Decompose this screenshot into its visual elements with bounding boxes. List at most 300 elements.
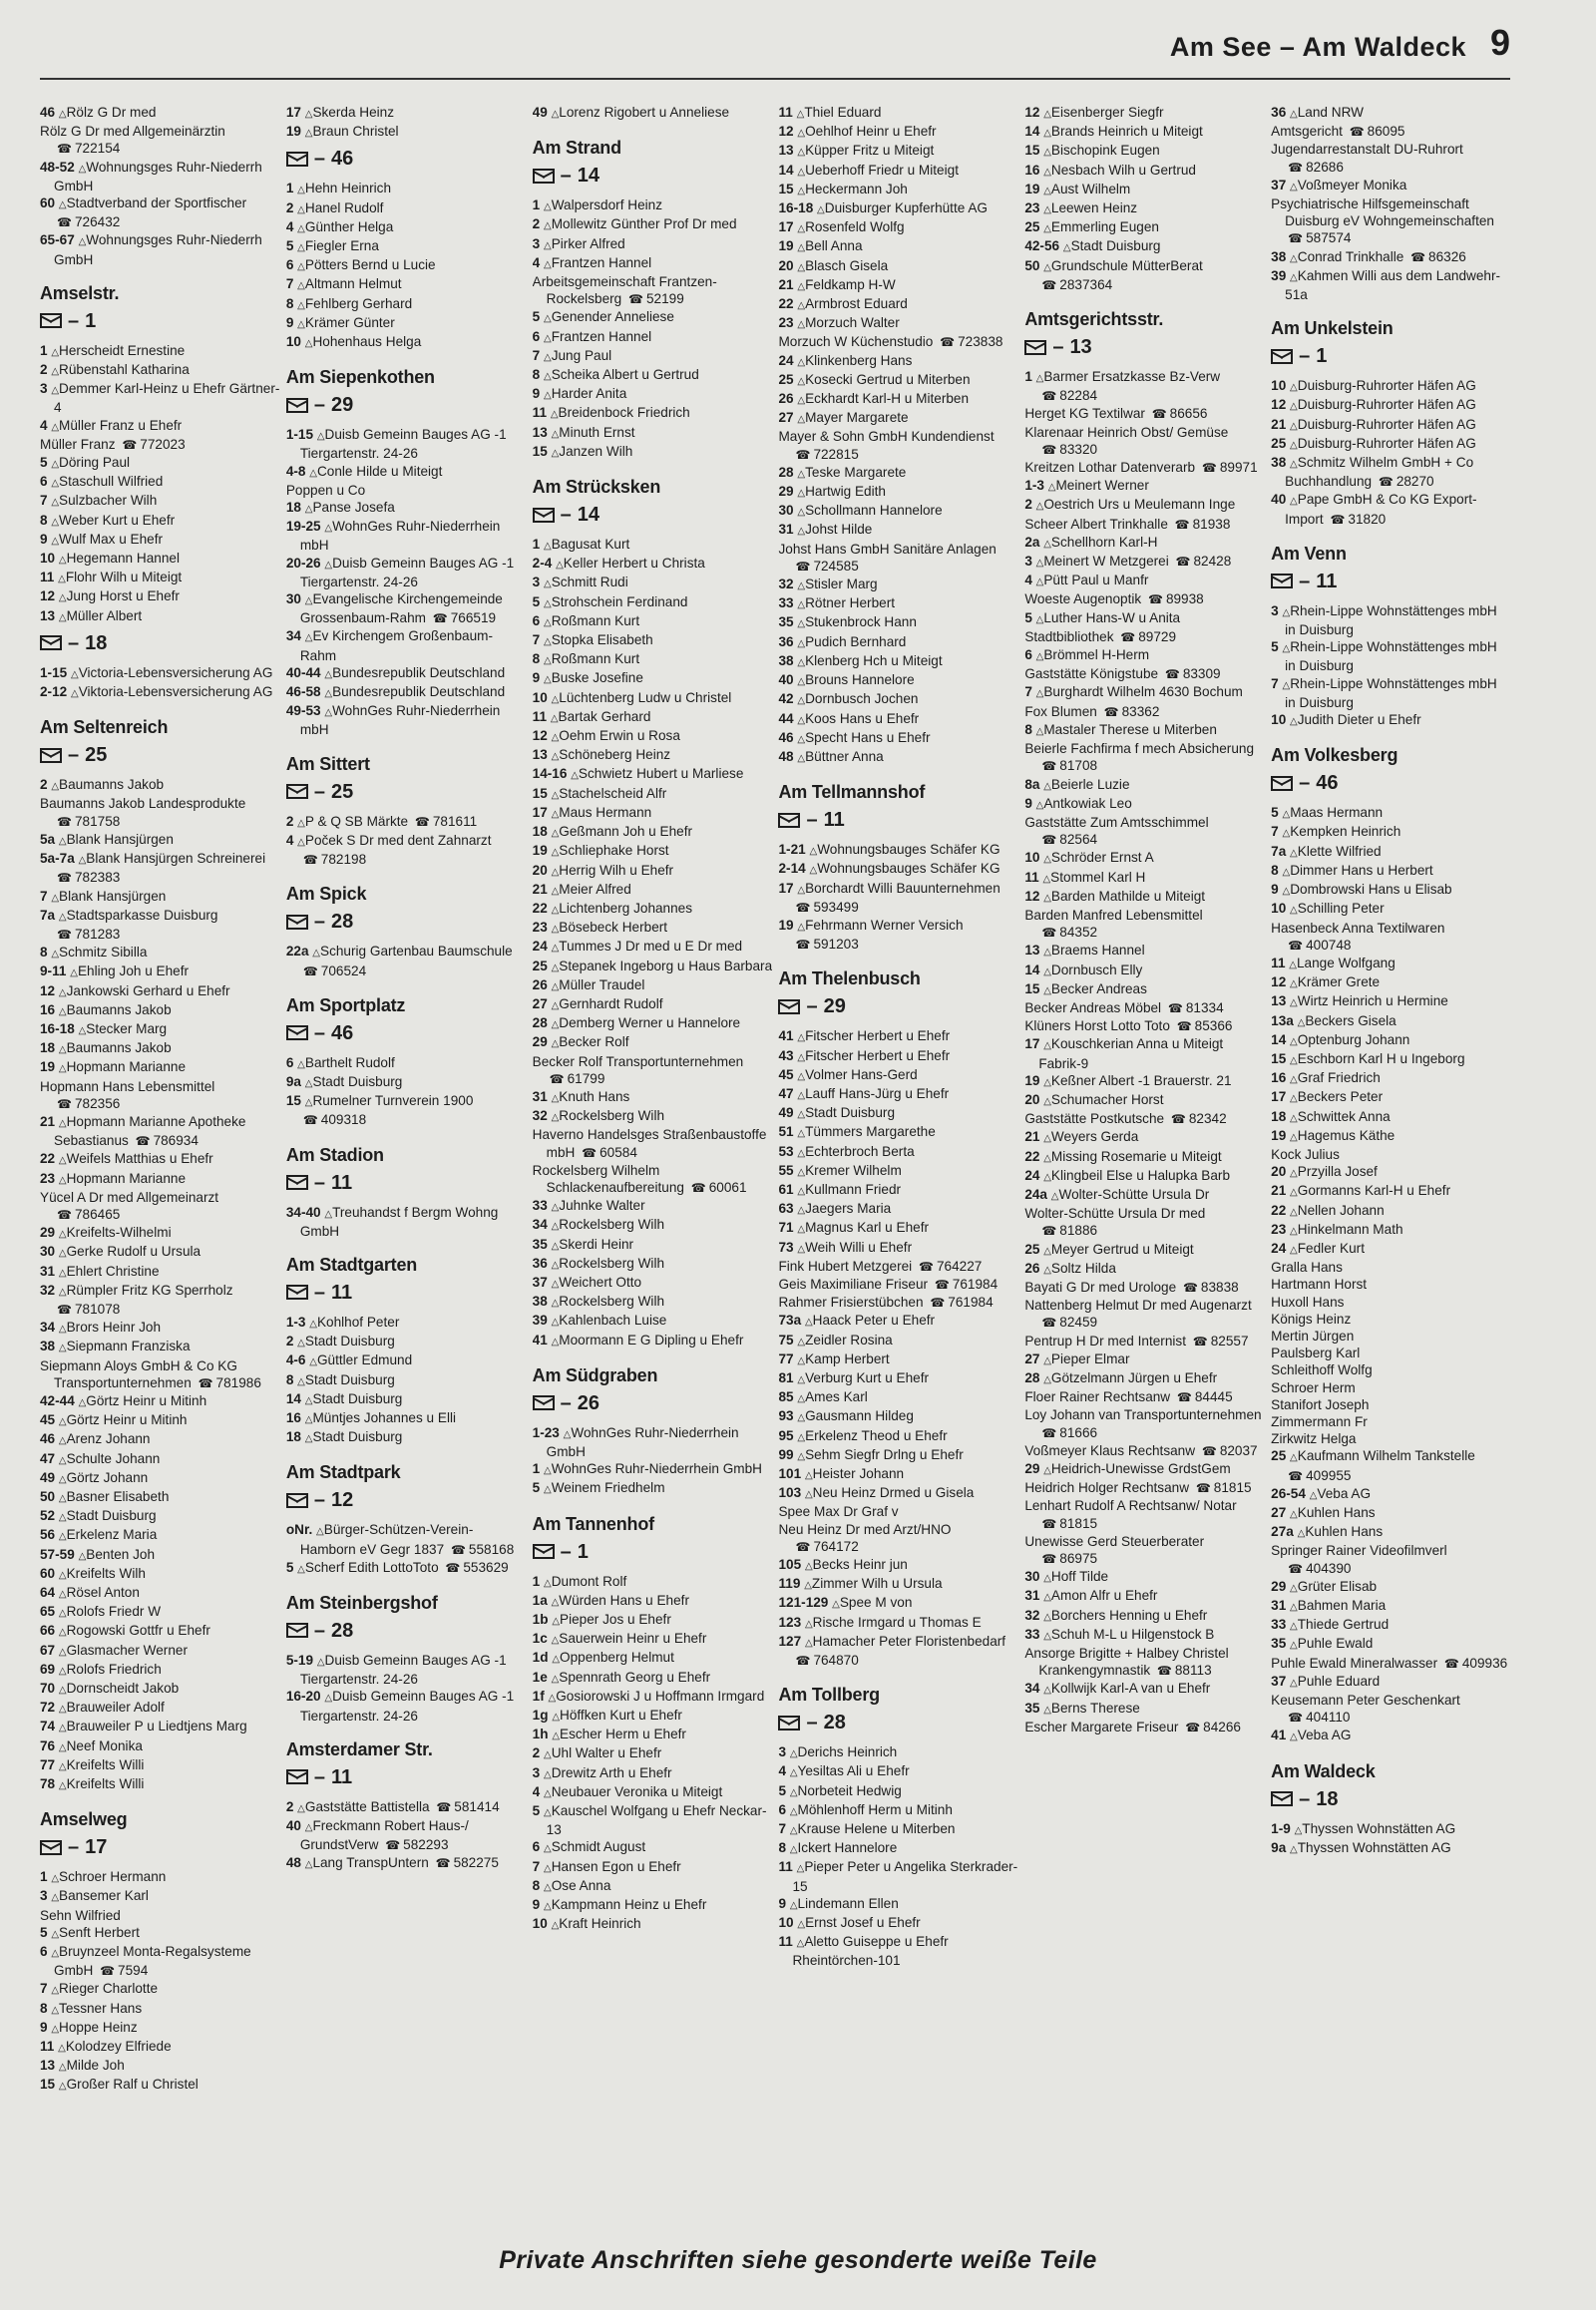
entry-name: Lindemann Ellen	[797, 1895, 899, 1911]
entry-name: Rhein-Lippe Wohnstättenges mbH in Duisburg	[1285, 675, 1497, 710]
house-number: 3	[1024, 554, 1032, 570]
directory-entry	[1024, 1369, 1265, 1388]
directory-entry	[40, 1907, 280, 1924]
directory-entry	[778, 104, 1018, 123]
phone-number: 782198	[320, 852, 367, 868]
triangle-marker-icon: △	[1043, 1611, 1051, 1623]
postal-code: 11	[330, 1281, 353, 1304]
telephone-icon: ☎	[1174, 517, 1190, 532]
directory-entry	[1271, 711, 1511, 730]
entry-name: Scheer Albert Trinkhalle	[1024, 516, 1168, 532]
triangle-marker-icon: △	[544, 390, 552, 402]
house-number: 9	[1271, 882, 1279, 898]
directory-entry	[533, 900, 773, 919]
house-number: 1	[532, 1573, 541, 1589]
entry-name: Heister Johann	[812, 1466, 905, 1481]
directory-entry	[286, 199, 527, 218]
directory-entry	[1024, 1279, 1265, 1297]
directory-entry	[778, 729, 1018, 748]
directory-entry	[533, 1293, 773, 1312]
triangle-marker-icon: △	[551, 847, 560, 859]
directory-entry	[1271, 992, 1511, 1011]
house-number: 25	[1024, 1241, 1040, 1257]
house-number: 48	[285, 1855, 301, 1871]
house-number: 41	[532, 1332, 548, 1348]
entry-name: Baumanns Jakob	[66, 1040, 172, 1056]
entry-name: Barmer Ersatzkasse Bz-Verw	[1043, 369, 1221, 385]
entry-name: Amtsgericht	[1271, 124, 1343, 140]
directory-entry	[1024, 1587, 1265, 1606]
house-number: 25	[532, 958, 548, 973]
phone-number: 409936	[1461, 1655, 1508, 1671]
entry-name: Schmitz Sibilla	[59, 945, 148, 961]
telephone-icon: ☎	[445, 1560, 461, 1575]
directory-entry	[533, 443, 773, 462]
house-number: 18	[285, 500, 301, 516]
house-number: 27	[532, 995, 548, 1011]
triangle-marker-icon: △	[1290, 1677, 1298, 1689]
dash: –	[313, 780, 325, 803]
telephone-icon: ☎	[1041, 1516, 1057, 1531]
house-number: 77	[40, 1756, 56, 1772]
phone-number: 81886	[1059, 1223, 1098, 1239]
entry-name: Psychiatrische Hilfsgemeinschaft Duisburg eV Wohngemeinschaften	[1271, 196, 1494, 229]
triangle-marker-icon: △	[544, 578, 552, 590]
directory-entry	[533, 1592, 773, 1611]
postal-code: 1	[85, 309, 97, 332]
entry-name: Lang TranspUntern	[312, 1855, 429, 1871]
house-number: 33	[1024, 1626, 1040, 1642]
entry-name: Becker Andreas	[1050, 980, 1147, 996]
phone-number: 86656	[1169, 406, 1208, 422]
phone-number: 86975	[1059, 1551, 1098, 1567]
house-number: 63	[778, 1201, 794, 1217]
house-number: 34-40	[285, 1204, 321, 1220]
triangle-marker-icon: △	[1290, 978, 1298, 990]
entry-name: Lange Wolfgang	[1297, 955, 1396, 970]
entry-name: Geis Maximiliane Friseur	[778, 1276, 929, 1292]
entry-name: Blank Hansjürgen	[59, 888, 167, 904]
directory-entry	[778, 257, 1018, 276]
house-number: 22	[532, 900, 548, 916]
triangle-marker-icon: △	[304, 632, 313, 644]
entry-name: Armbrost Eduard	[805, 296, 908, 312]
directory-entry	[286, 237, 527, 256]
triangle-marker-icon: △	[297, 836, 305, 848]
triangle-marker-icon: △	[1043, 1133, 1051, 1145]
house-number: 76	[40, 1737, 56, 1753]
house-number: 1	[532, 197, 541, 213]
directory-entry	[1271, 1202, 1511, 1221]
triangle-marker-icon: △	[51, 781, 60, 793]
house-number: 23	[40, 1170, 56, 1186]
entry-name: Ehling Joh u Ehefr	[77, 963, 190, 979]
house-number: 7	[532, 1858, 541, 1874]
telephone-icon: ☎	[1195, 1481, 1211, 1496]
directory-entry	[778, 1594, 1018, 1613]
triangle-marker-icon: △	[58, 835, 67, 847]
directory-entry	[778, 1143, 1018, 1162]
triangle-marker-icon: △	[1290, 1054, 1298, 1066]
triangle-marker-icon: △	[1042, 873, 1051, 885]
triangle-marker-icon: △	[544, 332, 552, 344]
triangle-marker-icon: △	[552, 1654, 561, 1666]
entry-name: Feldkamp H-W	[805, 276, 896, 292]
entry-name: Kolodzey Elfriede	[65, 2039, 172, 2055]
house-number: 10	[1024, 850, 1040, 866]
directory-entry	[1024, 869, 1265, 888]
house-number: 37	[1271, 1673, 1287, 1689]
dash: –	[313, 1765, 325, 1788]
street-heading: Am Spick	[285, 884, 367, 905]
entry-name: Zirkwitz Helga	[1271, 1431, 1357, 1447]
entry-name: Puhle Ewald	[1297, 1636, 1374, 1652]
street-heading: Am Waldeck	[1271, 1760, 1376, 1781]
entry-name: Sauerwein Heinr u Ehefr	[559, 1631, 707, 1647]
house-number: 18	[532, 824, 548, 840]
triangle-marker-icon: △	[70, 967, 78, 979]
entry-name: Graf Friedrich	[1297, 1070, 1381, 1086]
entry-name: Eschborn Karl H u Ingeborg	[1297, 1050, 1465, 1066]
directory-entry	[1271, 416, 1511, 435]
envelope-icon	[40, 635, 62, 650]
envelope-icon	[533, 169, 555, 184]
directory-entry	[40, 944, 280, 962]
triangle-marker-icon: △	[544, 1749, 552, 1761]
house-number: 71	[778, 1220, 794, 1236]
house-number: 5	[285, 238, 294, 254]
entry-name: Güttler Edmund	[316, 1352, 413, 1368]
entry-name: Yesiltas Ali u Ehefr	[797, 1763, 910, 1779]
directory-entry	[1271, 396, 1511, 415]
house-number: 10	[40, 551, 56, 567]
entry-name: Sehn Wilfried	[40, 1907, 121, 1923]
directory-entry	[40, 1603, 280, 1622]
entry-name: Hamacher Peter Floristenbedarf	[812, 1633, 1006, 1649]
triangle-marker-icon: △	[309, 1318, 317, 1330]
entry-name: Juhnke Walter	[559, 1198, 645, 1214]
entry-name: Thiel Eduard	[804, 105, 882, 120]
house-number: 12	[40, 982, 56, 998]
directory-entry	[1271, 1311, 1511, 1328]
entry-name: Klinkenberg Hans	[805, 352, 913, 368]
directory-entry	[1024, 907, 1265, 942]
directory-entry	[533, 593, 773, 612]
entry-name: Wohnungsbauges Schäfer KG	[817, 842, 1000, 858]
house-number: 30	[285, 591, 301, 607]
house-number: 21	[778, 276, 794, 292]
phone-number: 706524	[320, 962, 367, 978]
directory-entry	[1271, 973, 1511, 992]
house-number: 1	[40, 1869, 48, 1885]
directory-entry	[778, 1369, 1018, 1388]
entry-name: Krause Helene u Miterben	[797, 1821, 956, 1837]
postal-district	[286, 1280, 527, 1306]
page-title: Am See – Am Waldeck	[1169, 32, 1466, 62]
entry-name: Lüchtenberg Ludw u Christel	[559, 689, 732, 705]
dash: –	[313, 1489, 325, 1512]
triangle-marker-icon: △	[544, 655, 552, 667]
directory-entry	[533, 1424, 773, 1460]
phone-number: 84445	[1194, 1389, 1233, 1405]
triangle-marker-icon: △	[797, 1147, 806, 1159]
postal-district	[286, 392, 527, 418]
directory-entry	[1024, 218, 1265, 237]
entry-name: Zeidler Rosina	[805, 1332, 893, 1348]
triangle-marker-icon: △	[1043, 185, 1051, 196]
phone-number: 781283	[74, 926, 121, 942]
telephone-icon: ☎	[1201, 461, 1217, 476]
triangle-marker-icon: △	[324, 1693, 333, 1705]
entry-name: Roßmann Kurt	[551, 651, 640, 667]
directory-entry	[286, 1817, 527, 1854]
telephone-icon: ☎	[302, 963, 318, 978]
triangle-marker-icon: △	[297, 299, 305, 311]
directory-entry	[533, 958, 773, 976]
directory-entry	[1024, 1017, 1265, 1035]
entry-name: Fedler Kurt	[1297, 1240, 1365, 1256]
entry-name: Stopka Elisabeth	[551, 632, 653, 648]
entry-name: Götzelmann Jürgen u Ehefr	[1050, 1370, 1218, 1385]
triangle-marker-icon: △	[797, 1431, 806, 1443]
postal-district	[778, 993, 1018, 1019]
directory-entry	[778, 841, 1018, 860]
telephone-icon: ☎	[1288, 938, 1304, 953]
telephone-icon: ☎	[302, 1113, 318, 1128]
triangle-marker-icon: △	[78, 163, 87, 175]
house-number: 7	[40, 1981, 48, 1997]
house-number: 57-59	[40, 1546, 75, 1562]
entry-name: Thiede Gertrud	[1297, 1617, 1390, 1633]
house-number: 10	[778, 1915, 794, 1931]
house-number: 5-19	[285, 1652, 314, 1668]
triangle-marker-icon: △	[1043, 1264, 1051, 1276]
entry-name: Maas Hermann	[1290, 805, 1384, 821]
directory-entry	[40, 664, 280, 683]
entry-name: Schmitt Rudi	[551, 575, 628, 590]
house-number: 11	[532, 708, 548, 724]
entry-name: Wohnungsges Ruhr-Niederrh GmbH	[54, 232, 262, 267]
triangle-marker-icon: △	[1289, 959, 1297, 970]
directory-entry	[40, 1565, 280, 1584]
triangle-marker-icon: △	[1290, 1074, 1298, 1086]
directory-entry	[1271, 1240, 1511, 1259]
postal-code: 28	[823, 1712, 846, 1734]
entry-name: Duisb Gemeinn Bauges AG -1 Tiergartenstr. 24-26	[299, 1652, 507, 1688]
entry-name: Gaststätte Königstube	[1024, 666, 1159, 682]
directory-entry	[778, 1839, 1018, 1858]
triangle-marker-icon: △	[58, 1608, 67, 1620]
telephone-icon: ☎	[1330, 512, 1346, 527]
house-number: 19	[532, 843, 548, 859]
phone-number: 764227	[936, 1258, 983, 1274]
directory-entry	[1024, 1680, 1265, 1699]
directory-entry	[1024, 534, 1265, 553]
entry-name: Moormann E G Dipling u Ehefr	[559, 1332, 744, 1348]
directory-entry	[533, 765, 773, 784]
dash: –	[313, 1281, 325, 1304]
entry-name: Beierle Fachfirma f mech Absicherung	[1024, 741, 1254, 757]
phone-number: 761984	[948, 1295, 994, 1311]
triangle-marker-icon: △	[1043, 1592, 1051, 1604]
house-number: 7	[40, 888, 48, 904]
directory-entry	[778, 409, 1018, 428]
house-number: 22	[40, 1151, 56, 1167]
house-number: 20	[1271, 1164, 1287, 1180]
directory-entry	[1271, 1031, 1511, 1050]
entry-name: Staschull Wilfried	[59, 474, 164, 490]
entry-name: Norbeteit Hedwig	[797, 1782, 902, 1798]
entry-name: Gaststätte Zum Amtsschimmel	[1024, 814, 1209, 830]
entry-name: Rhein-Lippe Wohnstättenges mbH in Duisburg	[1285, 639, 1497, 674]
house-number: 2	[40, 777, 48, 793]
entry-name: Land NRW	[1297, 105, 1364, 120]
entry-name: Pudich Bernhard	[805, 633, 907, 649]
directory-entry	[778, 1427, 1018, 1446]
entry-name: Bürger-Schützen-Verein-Hamborn eV Gegr 1837	[299, 1522, 474, 1557]
directory-entry	[286, 832, 527, 869]
house-number: 12	[532, 728, 548, 744]
directory-entry	[533, 1255, 773, 1274]
directory-entry	[40, 683, 280, 702]
directory-entry	[533, 347, 773, 366]
triangle-marker-icon: △	[797, 261, 806, 273]
directory-entry	[286, 1688, 527, 1724]
triangle-marker-icon: △	[51, 1928, 60, 1940]
entry-name: Barden Mathilde u Miteigt	[1050, 888, 1206, 904]
directory-entry	[533, 555, 773, 574]
house-number: 1g	[532, 1708, 549, 1724]
entry-name: Blasch Gisela	[805, 257, 889, 273]
entry-name: Heckermann Joh	[805, 181, 908, 196]
directory-entry	[1024, 849, 1265, 868]
house-number: 2	[285, 1798, 294, 1814]
triangle-marker-icon: △	[297, 261, 305, 273]
triangle-marker-icon: △	[548, 1692, 557, 1704]
entry-name: Rockelsberg Wilh	[559, 1217, 665, 1233]
triangle-marker-icon: △	[1290, 401, 1298, 413]
entry-name: Stepanek Ingeborg u Haus Barbara	[559, 958, 773, 973]
entry-name: Puhle Eduard	[1297, 1673, 1381, 1689]
directory-entry	[40, 1430, 280, 1449]
triangle-marker-icon: △	[78, 1550, 87, 1562]
telephone-icon: ☎	[1288, 160, 1304, 175]
directory-entry	[40, 776, 280, 795]
triangle-marker-icon: △	[304, 1413, 313, 1425]
directory-entry	[1271, 177, 1511, 195]
directory-entry	[40, 123, 280, 158]
directory-entry	[778, 594, 1018, 613]
triangle-marker-icon: △	[797, 242, 806, 254]
directory-entry	[1271, 1673, 1511, 1692]
triangle-marker-icon: △	[551, 109, 560, 120]
house-number: 123	[778, 1614, 802, 1630]
entry-name: Erkelenz Theod u Ehefr	[805, 1427, 948, 1443]
entry-name: Stadt Duisburg	[1070, 238, 1161, 254]
entry-name: Klüners Horst Lotto Toto	[1024, 1018, 1170, 1034]
postal-code: 11	[330, 1171, 353, 1194]
directory-entry	[1271, 1504, 1511, 1523]
entry-name: Becker Rolf Transportunternehmen	[532, 1053, 744, 1069]
house-number: 3	[1271, 602, 1279, 618]
house-number: 14	[1271, 1031, 1287, 1047]
entry-name: Poček S Dr med dent Zahnarzt	[304, 832, 492, 848]
directory-entry	[778, 1219, 1018, 1238]
triangle-marker-icon: △	[1282, 679, 1291, 691]
triangle-marker-icon: △	[789, 1899, 798, 1911]
directory-entry	[40, 1868, 280, 1887]
house-number: 1-15	[40, 664, 68, 680]
entry-name: Gaststätte Battistella	[304, 1798, 430, 1814]
triangle-marker-icon: △	[544, 220, 552, 232]
house-number: 5	[40, 455, 48, 471]
directory-entry	[1024, 1442, 1265, 1460]
postal-district	[1271, 770, 1511, 796]
entry-name: Großer Ralf u Christel	[66, 2077, 199, 2093]
entry-name: Pieper Elmar	[1050, 1350, 1130, 1366]
house-number: 37	[1271, 177, 1287, 192]
entry-name: Rahmer Frisierstübchen	[778, 1295, 924, 1311]
phone-number: 781758	[74, 813, 121, 829]
triangle-marker-icon: △	[58, 1723, 67, 1734]
house-number: 38	[532, 1294, 548, 1310]
envelope-icon	[1024, 340, 1046, 355]
triangle-marker-icon: △	[796, 109, 805, 120]
triangle-marker-icon: △	[297, 222, 305, 234]
entry-name: Mayer Margarete	[805, 410, 909, 426]
triangle-marker-icon: △	[797, 526, 806, 538]
entry-name: Eckhardt Karl-H u Miterben	[805, 391, 970, 407]
triangle-marker-icon: △	[797, 676, 806, 688]
house-number: 105	[778, 1557, 802, 1573]
triangle-marker-icon: △	[304, 1097, 313, 1109]
triangle-marker-icon: △	[51, 892, 60, 904]
entry-name: Breidenbock Friedrich	[558, 405, 690, 421]
triangle-marker-icon: △	[797, 1243, 806, 1255]
entry-name: Glasmacher Werner	[66, 1642, 188, 1658]
directory-entry	[40, 436, 280, 454]
entry-name: Weber Kurt u Ehefr	[59, 512, 176, 528]
house-number: 24	[1271, 1240, 1287, 1256]
postal-code: 25	[85, 744, 108, 767]
telephone-icon: ☎	[1164, 667, 1180, 682]
triangle-marker-icon: △	[551, 1259, 560, 1271]
directory-entry	[533, 235, 773, 254]
entry-name: Kosecki Gertrud u Miterben	[805, 371, 971, 387]
directory-entry	[40, 2000, 280, 2019]
entry-name: Pirker Alfred	[551, 235, 625, 251]
triangle-marker-icon: △	[1043, 1245, 1051, 1257]
triangle-marker-icon: △	[58, 1589, 67, 1601]
directory-entry	[533, 708, 773, 727]
triangle-marker-icon: △	[1290, 1621, 1298, 1633]
entry-name: Brauweiler P u Liedtjens Marg	[66, 1719, 247, 1734]
triangle-marker-icon: △	[304, 1394, 313, 1406]
triangle-marker-icon: △	[551, 1635, 560, 1647]
entry-name: Nellen Johann	[1297, 1202, 1385, 1218]
entry-name: Pieper Peter u Angelika Sterkrader-15	[792, 1859, 1018, 1894]
house-number: 77	[778, 1350, 794, 1366]
triangle-marker-icon: △	[58, 1569, 67, 1581]
telephone-icon: ☎	[1041, 759, 1057, 774]
triangle-marker-icon: △	[1043, 128, 1051, 140]
triangle-marker-icon: △	[550, 409, 559, 421]
triangle-marker-icon: △	[789, 1825, 798, 1837]
directory-columns	[40, 104, 1511, 2238]
house-number: 11	[778, 105, 793, 120]
entry-name: Blank Hansjürgen Schreinerei	[86, 851, 266, 867]
entry-name: Genender Anneliese	[551, 309, 674, 325]
